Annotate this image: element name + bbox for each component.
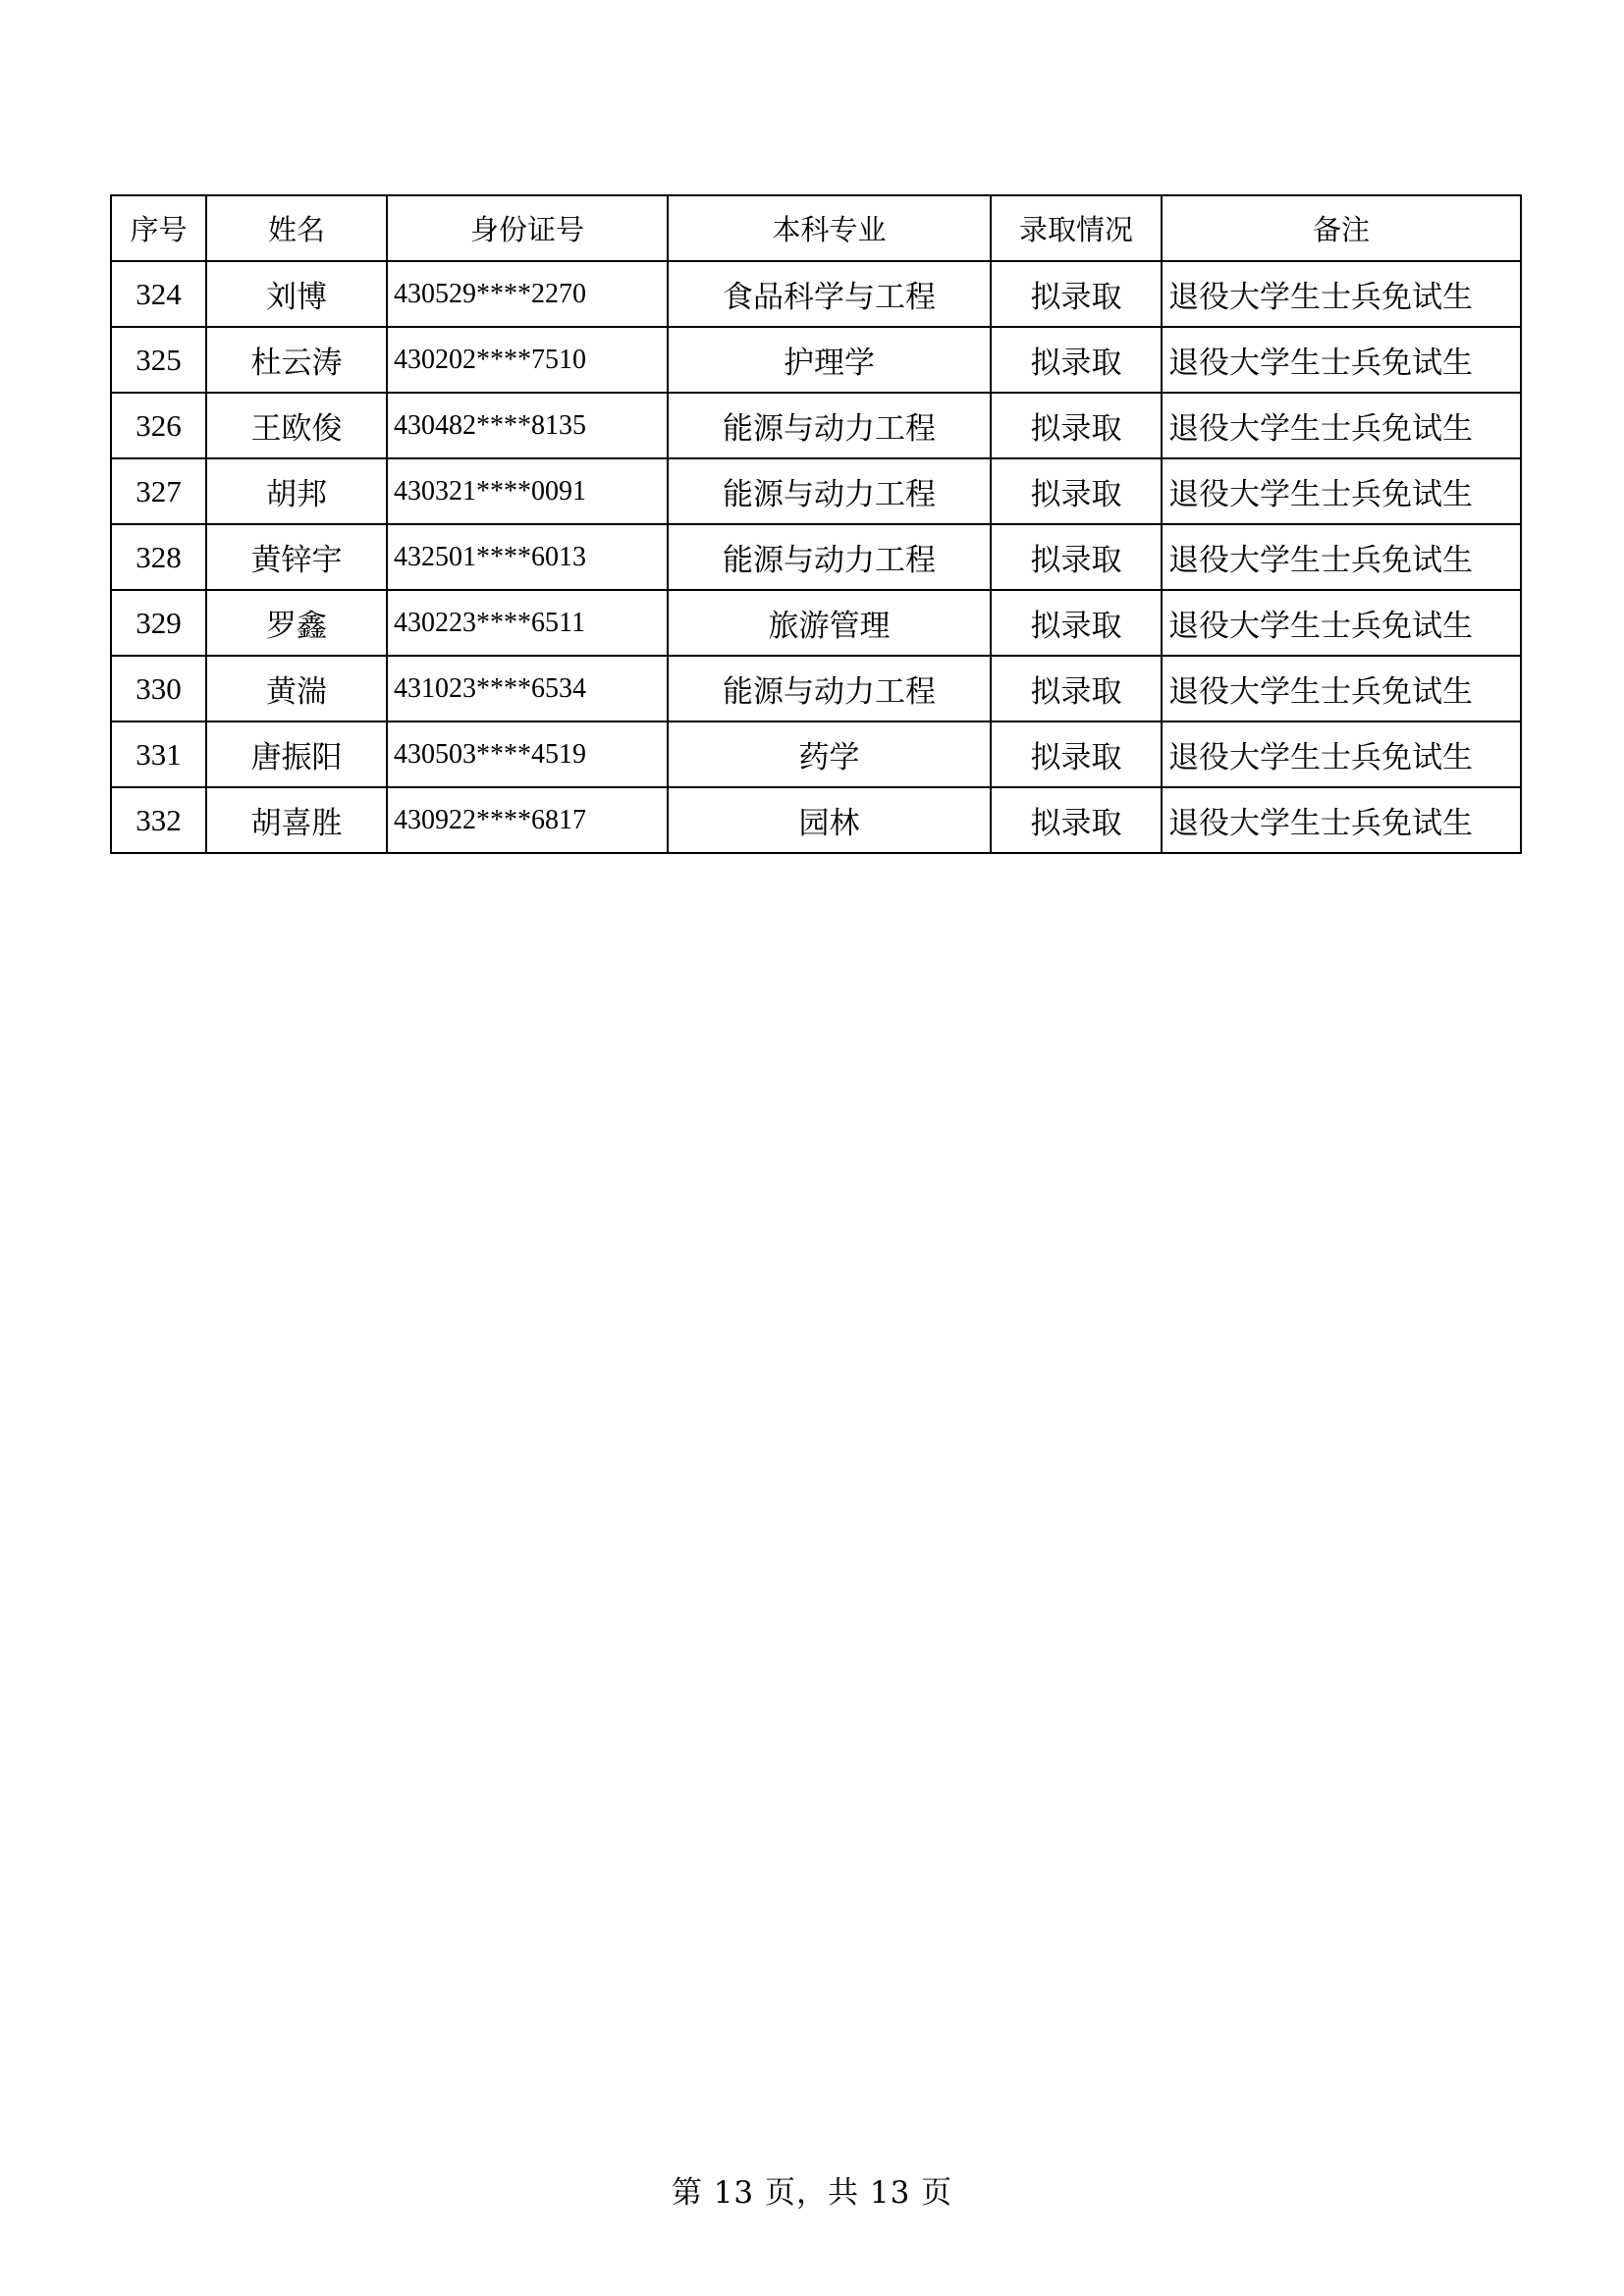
cell-remarks: 退役大学生士兵免试生: [1162, 458, 1521, 524]
cell-remarks: 退役大学生士兵免试生: [1162, 656, 1521, 721]
header-admission-status: 录取情况: [991, 195, 1162, 261]
cell-id-number: 430482****8135: [387, 393, 668, 458]
cell-admission-status: 拟录取: [991, 458, 1162, 524]
cell-name: 刘博: [206, 261, 387, 327]
table-row: [111, 327, 1521, 393]
cell-admission-status: 拟录取: [991, 656, 1162, 721]
cell-serial-number: 331: [111, 721, 206, 787]
cell-admission-status: 拟录取: [991, 327, 1162, 393]
cell-remarks: 退役大学生士兵免试生: [1162, 721, 1521, 787]
table-row: [111, 458, 1521, 524]
cell-admission-status: 拟录取: [991, 261, 1162, 327]
cell-major: 能源与动力工程: [668, 458, 991, 524]
table-row: [111, 524, 1521, 590]
table-row: [111, 656, 1521, 721]
table-row: [111, 261, 1521, 327]
cell-admission-status: 拟录取: [991, 524, 1162, 590]
header-id-number: 身份证号: [387, 195, 668, 261]
cell-major: 护理学: [668, 327, 991, 393]
page-number-footer: 第 13 页，共 13 页: [671, 2175, 953, 2211]
header-name: 姓名: [206, 195, 387, 261]
cell-serial-number: 327: [111, 458, 206, 524]
cell-major: 园林: [668, 787, 991, 853]
cell-serial-number: 330: [111, 656, 206, 721]
header-serial-number: 序号: [111, 195, 206, 261]
cell-name: 罗鑫: [206, 590, 387, 656]
cell-serial-number: 332: [111, 787, 206, 853]
cell-id-number: 430503****4519: [387, 721, 668, 787]
cell-admission-status: 拟录取: [991, 393, 1162, 458]
cell-remarks: 退役大学生士兵免试生: [1162, 261, 1521, 327]
cell-major: 旅游管理: [668, 590, 991, 656]
cell-remarks: 退役大学生士兵免试生: [1162, 787, 1521, 853]
cell-serial-number: 329: [111, 590, 206, 656]
cell-serial-number: 328: [111, 524, 206, 590]
cell-remarks: 退役大学生士兵免试生: [1162, 590, 1521, 656]
table-row: [111, 590, 1521, 656]
cell-id-number: 430321****0091: [387, 458, 668, 524]
cell-serial-number: 325: [111, 327, 206, 393]
cell-major: 食品科学与工程: [668, 261, 991, 327]
cell-serial-number: 326: [111, 393, 206, 458]
table-row: [111, 393, 1521, 458]
cell-name: 黄锌宇: [206, 524, 387, 590]
cell-major: 药学: [668, 721, 991, 787]
cell-admission-status: 拟录取: [991, 787, 1162, 853]
header-major: 本科专业: [668, 195, 991, 261]
cell-remarks: 退役大学生士兵免试生: [1162, 327, 1521, 393]
table-row: [111, 787, 1521, 853]
cell-id-number: 430223****6511: [387, 590, 668, 656]
table-header-row: [111, 195, 1521, 261]
cell-admission-status: 拟录取: [991, 721, 1162, 787]
cell-name: 胡喜胜: [206, 787, 387, 853]
admission-table: [110, 194, 1522, 854]
cell-major: 能源与动力工程: [668, 656, 991, 721]
cell-remarks: 退役大学生士兵免试生: [1162, 524, 1521, 590]
cell-major: 能源与动力工程: [668, 524, 991, 590]
cell-name: 黄湍: [206, 656, 387, 721]
cell-admission-status: 拟录取: [991, 590, 1162, 656]
cell-id-number: 430922****6817: [387, 787, 668, 853]
cell-id-number: 430529****2270: [387, 261, 668, 327]
cell-name: 胡邦: [206, 458, 387, 524]
cell-id-number: 432501****6013: [387, 524, 668, 590]
cell-id-number: 431023****6534: [387, 656, 668, 721]
cell-major: 能源与动力工程: [668, 393, 991, 458]
cell-name: 杜云涛: [206, 327, 387, 393]
cell-serial-number: 324: [111, 261, 206, 327]
header-remarks: 备注: [1162, 195, 1521, 261]
cell-name: 唐振阳: [206, 721, 387, 787]
table-row: [111, 721, 1521, 787]
cell-id-number: 430202****7510: [387, 327, 668, 393]
cell-name: 王欧俊: [206, 393, 387, 458]
cell-remarks: 退役大学生士兵免试生: [1162, 393, 1521, 458]
